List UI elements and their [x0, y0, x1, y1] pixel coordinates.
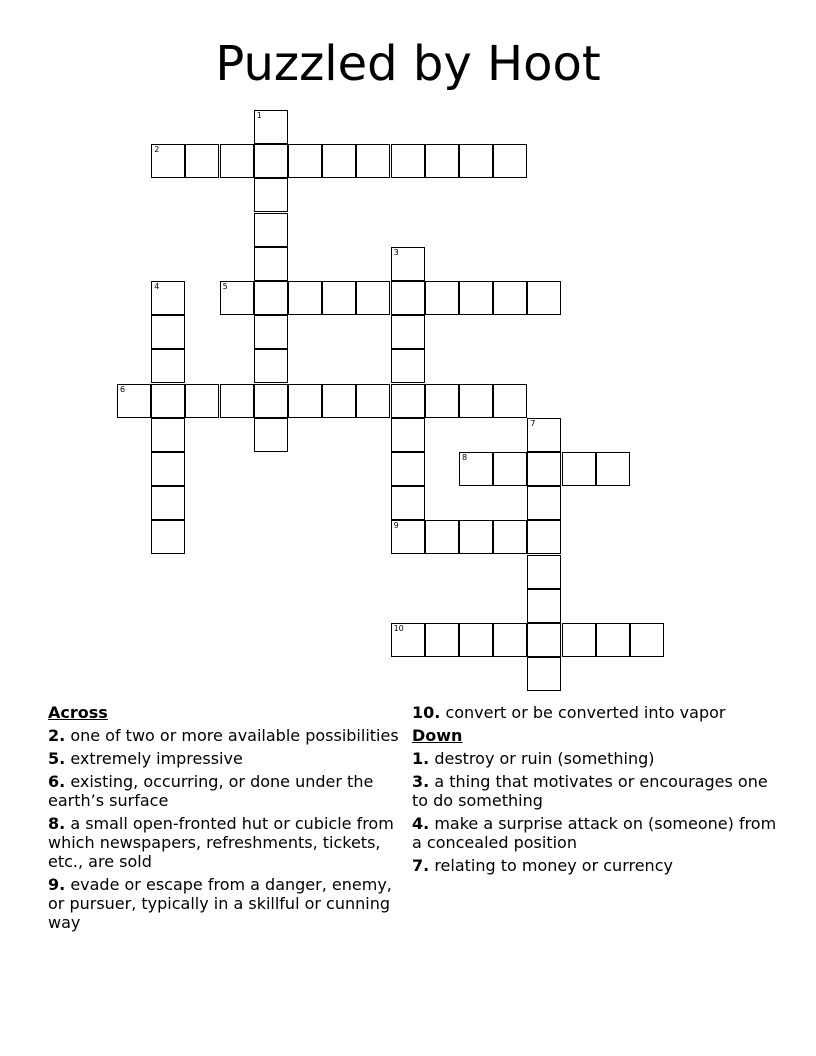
- grid-cell[interactable]: [117, 384, 151, 418]
- cell-number: 1: [256, 111, 262, 120]
- cell-number: 9: [393, 521, 399, 531]
- grid-cell[interactable]: [391, 247, 425, 281]
- grid-cell[interactable]: [459, 623, 493, 657]
- grid-cell[interactable]: [391, 349, 425, 383]
- grid-cell[interactable]: [527, 657, 561, 691]
- grid-cell[interactable]: [254, 247, 288, 281]
- grid-cell[interactable]: [630, 623, 664, 657]
- grid-cell[interactable]: [254, 213, 288, 247]
- clue-across-6: 6. existing, occurring, or done under the earth’s surface: [48, 772, 374, 810]
- grid-cell[interactable]: [425, 281, 459, 315]
- grid-cell[interactable]: [391, 144, 425, 178]
- grid-cell[interactable]: [254, 110, 288, 144]
- grid-cell[interactable]: [254, 281, 288, 315]
- grid-cell[interactable]: [459, 452, 493, 486]
- clue-across-5: 5. extremely impressive: [48, 749, 243, 768]
- grid-cell[interactable]: [151, 349, 185, 383]
- grid-cell[interactable]: [151, 315, 185, 349]
- grid-cell[interactable]: [254, 144, 288, 178]
- grid-cell[interactable]: [493, 452, 527, 486]
- grid-cell[interactable]: [391, 623, 425, 657]
- grid-cell[interactable]: [459, 144, 493, 178]
- grid-cell[interactable]: [527, 486, 561, 520]
- cell-number: 7: [530, 418, 536, 428]
- grid-cell[interactable]: [185, 384, 219, 418]
- grid-cell[interactable]: [596, 623, 630, 657]
- grid-cell[interactable]: [391, 384, 425, 418]
- grid-cell[interactable]: [425, 384, 459, 418]
- clue-down-1: 1. destroy or ruin (something): [412, 749, 655, 768]
- grid-cell[interactable]: [596, 452, 630, 486]
- cell-number: 4: [154, 282, 160, 291]
- grid-cell[interactable]: [425, 144, 459, 178]
- grid-cell[interactable]: [356, 144, 390, 178]
- clue-down-7: 7. relating to money or currency: [412, 856, 673, 875]
- grid-cell[interactable]: [562, 452, 596, 486]
- grid-cell[interactable]: [254, 384, 288, 418]
- grid-cell[interactable]: [527, 520, 561, 554]
- cell-number: 5: [222, 282, 228, 291]
- grid-cell[interactable]: [391, 452, 425, 486]
- grid-cell[interactable]: [493, 384, 527, 418]
- grid-cell[interactable]: [322, 144, 356, 178]
- grid-cell[interactable]: [459, 520, 493, 554]
- grid-cell[interactable]: [391, 418, 425, 452]
- cell-number: 6: [120, 384, 126, 394]
- grid-cell[interactable]: [220, 281, 254, 315]
- clue-down-3: 3. a thing that motivates or encourages one to do something: [412, 772, 768, 810]
- grid-cell[interactable]: [459, 281, 493, 315]
- clue-across-8: 8. a small open-fronted hut or cubicle from which newspapers, refreshments, tickets, etc., are sold: [48, 814, 394, 871]
- clues-column-left: [48, 703, 404, 936]
- grid-cell[interactable]: [254, 418, 288, 452]
- cell-number: 3: [393, 247, 399, 257]
- clues-column-right: [412, 703, 782, 879]
- clue-across-9: 9. evade or escape from a danger, enemy, or pursuer, typically in a skillful or cunning way: [48, 875, 392, 932]
- grid-cell[interactable]: [527, 555, 561, 589]
- clue-across-2: 2. one of two or more available possibilities: [48, 726, 399, 745]
- cell-number: 10: [393, 624, 404, 633]
- grid-cell[interactable]: [356, 281, 390, 315]
- grid-cell[interactable]: [527, 418, 561, 452]
- grid-cell[interactable]: [391, 315, 425, 349]
- grid-cell[interactable]: [425, 520, 459, 554]
- grid-cell[interactable]: [288, 144, 322, 178]
- grid-cell[interactable]: [459, 384, 493, 418]
- grid-cell[interactable]: [288, 384, 322, 418]
- page-title: Puzzled by Hoot: [215, 36, 601, 92]
- grid-cell[interactable]: [391, 520, 425, 554]
- grid-cell[interactable]: [151, 384, 185, 418]
- cell-number: 8: [462, 453, 468, 462]
- grid-cell[interactable]: [185, 144, 219, 178]
- down-heading: Down: [412, 726, 463, 745]
- grid-cell[interactable]: [254, 315, 288, 349]
- grid-cell[interactable]: [356, 384, 390, 418]
- grid-cell[interactable]: [322, 384, 356, 418]
- grid-cell[interactable]: [493, 623, 527, 657]
- grid-cell[interactable]: [425, 623, 459, 657]
- grid-cell[interactable]: [151, 520, 185, 554]
- grid-cell[interactable]: [493, 144, 527, 178]
- grid-cell[interactable]: [151, 452, 185, 486]
- grid-cell[interactable]: [493, 520, 527, 554]
- grid-cell[interactable]: [151, 281, 185, 315]
- grid-cell[interactable]: [527, 589, 561, 623]
- grid-cell[interactable]: [527, 623, 561, 657]
- across-heading: Across: [48, 703, 108, 722]
- grid-cell[interactable]: [493, 281, 527, 315]
- grid-cell[interactable]: [527, 281, 561, 315]
- grid-cell[interactable]: [151, 418, 185, 452]
- cell-number: 2: [154, 145, 160, 155]
- grid-cell[interactable]: [151, 486, 185, 520]
- grid-cell[interactable]: [220, 384, 254, 418]
- grid-cell[interactable]: [254, 349, 288, 383]
- clue-down-4: 4. make a surprise attack on (someone) from a concealed position: [412, 814, 777, 852]
- grid-cell[interactable]: [288, 281, 322, 315]
- clue-across-10: 10. convert or be converted into vapor: [412, 703, 726, 722]
- grid-cell[interactable]: [322, 281, 356, 315]
- grid-cell[interactable]: [391, 486, 425, 520]
- grid-cell[interactable]: [254, 178, 288, 212]
- grid-cell[interactable]: [151, 144, 185, 178]
- grid-cell[interactable]: [562, 623, 596, 657]
- grid-cell[interactable]: [527, 452, 561, 486]
- grid-cell[interactable]: [391, 281, 425, 315]
- grid-cell[interactable]: [220, 144, 254, 178]
